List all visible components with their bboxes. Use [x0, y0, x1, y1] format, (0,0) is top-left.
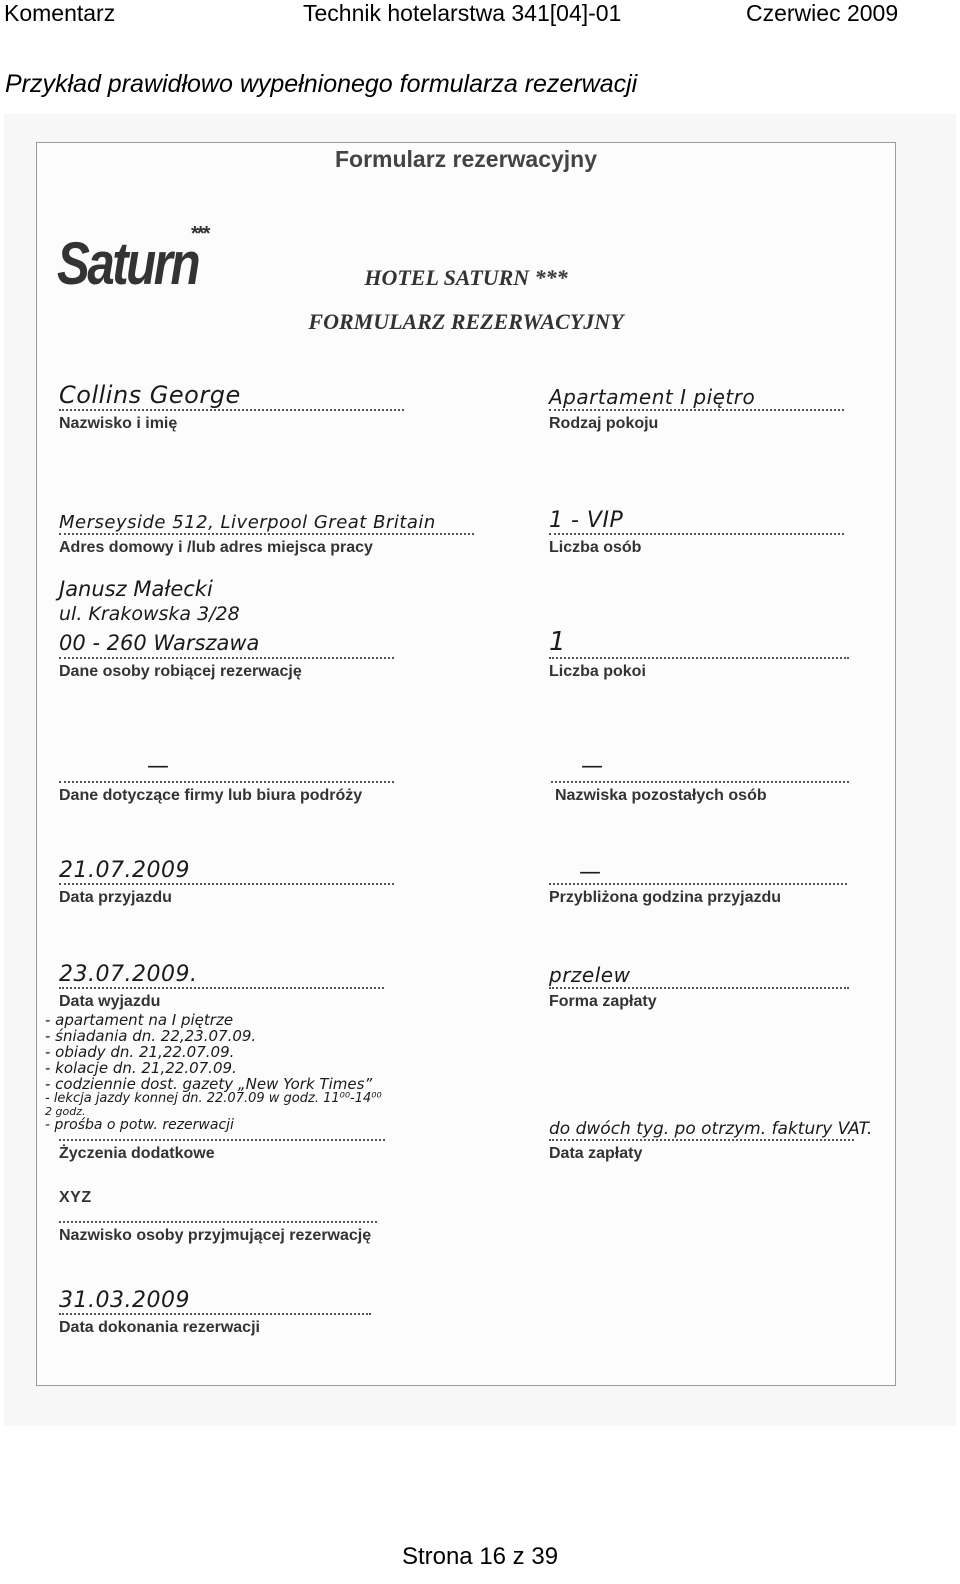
dotted-line: [59, 1313, 371, 1315]
other-guests-value: —: [581, 754, 604, 779]
request-line-4: - kolacje dn. 21,22.07.09.: [45, 1059, 237, 1077]
field-persons-count: [549, 508, 844, 557]
company-value: —: [147, 754, 170, 779]
field-booker: [59, 573, 394, 681]
receiver-value: XYZ: [59, 1189, 92, 1206]
company-label: Dane dotyczące firmy lub biura podróży: [59, 787, 363, 804]
persons-count-label: Liczba osób: [549, 539, 642, 556]
other-guests-label: Nazwiska pozostałych osób: [555, 787, 767, 804]
field-other-guests: [551, 754, 849, 805]
request-line-1: - apartament na I piętrze: [45, 1011, 234, 1029]
request-line-2: - śniadania dn. 22,23.07.09.: [45, 1027, 257, 1045]
payment-form-label: Forma zapłaty: [549, 993, 657, 1010]
persons-count-value: 1 - VIP: [549, 508, 624, 533]
field-payment-form: [549, 965, 849, 1011]
room-type-value: Apartament I piętro: [549, 385, 756, 409]
departure-date-label: Data wyjazdu: [59, 993, 161, 1010]
request-line-5: - codziennie dost. gazety „New York Times”: [45, 1075, 373, 1093]
booker-line-3: 00 - 260 Warszawa: [59, 631, 260, 655]
dotted-line: [59, 1139, 385, 1141]
request-line-3: - obiady dn. 21,22.07.09.: [45, 1043, 235, 1061]
page-number: Strona 16 z 39: [401, 1543, 559, 1570]
rooms-count-value: 1: [549, 627, 567, 657]
special-requests-label: Życzenia dodatkowe: [59, 1145, 215, 1162]
booking-date-value: 31.03.2009: [59, 1288, 190, 1313]
dotted-line: [549, 883, 847, 885]
dotted-line: [59, 883, 394, 885]
booking-date-label: Data dokonania rezerwacji: [59, 1319, 260, 1336]
address-label: Adres domowy i /lub adres miejsca pracy: [59, 539, 373, 556]
dotted-line: [551, 781, 849, 783]
dotted-line: [59, 533, 474, 535]
dotted-line: [59, 781, 394, 783]
guest-name-value: Collins George: [59, 381, 241, 409]
form-frame: [36, 142, 896, 1386]
arrival-date-value: 21.07.2009: [59, 858, 190, 883]
field-rooms-count: [549, 627, 849, 681]
header-date: Czerwiec 2009: [746, 0, 899, 26]
arrival-date-label: Data przyjazdu: [59, 889, 172, 906]
dotted-line: [59, 409, 404, 411]
arrival-time-value: —: [579, 860, 602, 885]
guest-name-label: Nazwisko i imię: [59, 415, 178, 432]
field-company: [59, 754, 394, 805]
payment-date-label: Data zapłaty: [549, 1145, 643, 1162]
receiver-label: Nazwisko osoby przyjmującej rezerwację: [59, 1227, 372, 1244]
field-booking-date: [59, 1288, 371, 1337]
field-arrival-time: [549, 861, 847, 907]
logo-wordmark: Saturn: [57, 230, 199, 297]
field-room-type: [549, 387, 844, 433]
dotted-line: [549, 409, 844, 411]
header-exam-code: Technik hotelarstwa 341[04]-01: [303, 0, 622, 26]
dotted-line: [549, 533, 844, 535]
arrival-time-label: Przybliżona godzina przyjazdu: [549, 889, 782, 906]
payment-date-value: do dwóch tyg. po otrzym. faktury VAT.: [549, 1119, 873, 1139]
field-departure-date: [59, 962, 384, 1011]
dotted-line: [549, 1139, 854, 1141]
dotted-line: [59, 1221, 377, 1223]
dotted-line: [59, 987, 384, 989]
request-line-6: - lekcja jazdy konnej dn. 22.07.09 w godz. 11⁰⁰-14⁰⁰: [45, 1091, 382, 1106]
form-heading: FORMULARZ REZERWACYJNY: [308, 309, 624, 334]
request-line-7: 2 godz.: [45, 1105, 86, 1118]
header-document-type: Komentarz: [4, 0, 116, 26]
booker-label: Dane osoby robiącej rezerwację: [59, 663, 302, 680]
address-value: Merseyside 512, Liverpool Great Britain: [59, 512, 436, 533]
field-special-requests: [45, 1011, 535, 1163]
field-address: [59, 511, 514, 557]
hotel-name: HOTEL SATURN ***: [364, 265, 568, 290]
departure-date-value: 23.07.2009.: [59, 962, 198, 987]
payment-form-value: przelew: [549, 963, 631, 987]
dotted-line: [549, 657, 849, 659]
dotted-line: [549, 987, 849, 989]
room-type-label: Rodzaj pokoju: [549, 415, 659, 432]
rooms-count-label: Liczba pokoi: [549, 663, 646, 680]
section-subtitle: Przykład prawidłowo wypełnionego formularza rezerwacji: [5, 70, 638, 98]
scanned-form-image: [4, 114, 956, 1426]
request-line-8: - prośba o potw. rezerwacji: [45, 1117, 234, 1133]
field-guest-name: [59, 381, 404, 433]
field-receiver: [59, 1183, 377, 1245]
field-payment-date: [549, 1117, 894, 1163]
dotted-line: [59, 657, 394, 659]
form-title: Formularz rezerwacyjny: [334, 146, 598, 172]
booker-line-2: ul. Krakowska 3/28: [59, 603, 240, 625]
booker-line-1: Janusz Małecki: [59, 577, 213, 601]
logo-stars: ***: [191, 223, 209, 245]
field-arrival-date: [59, 858, 394, 907]
